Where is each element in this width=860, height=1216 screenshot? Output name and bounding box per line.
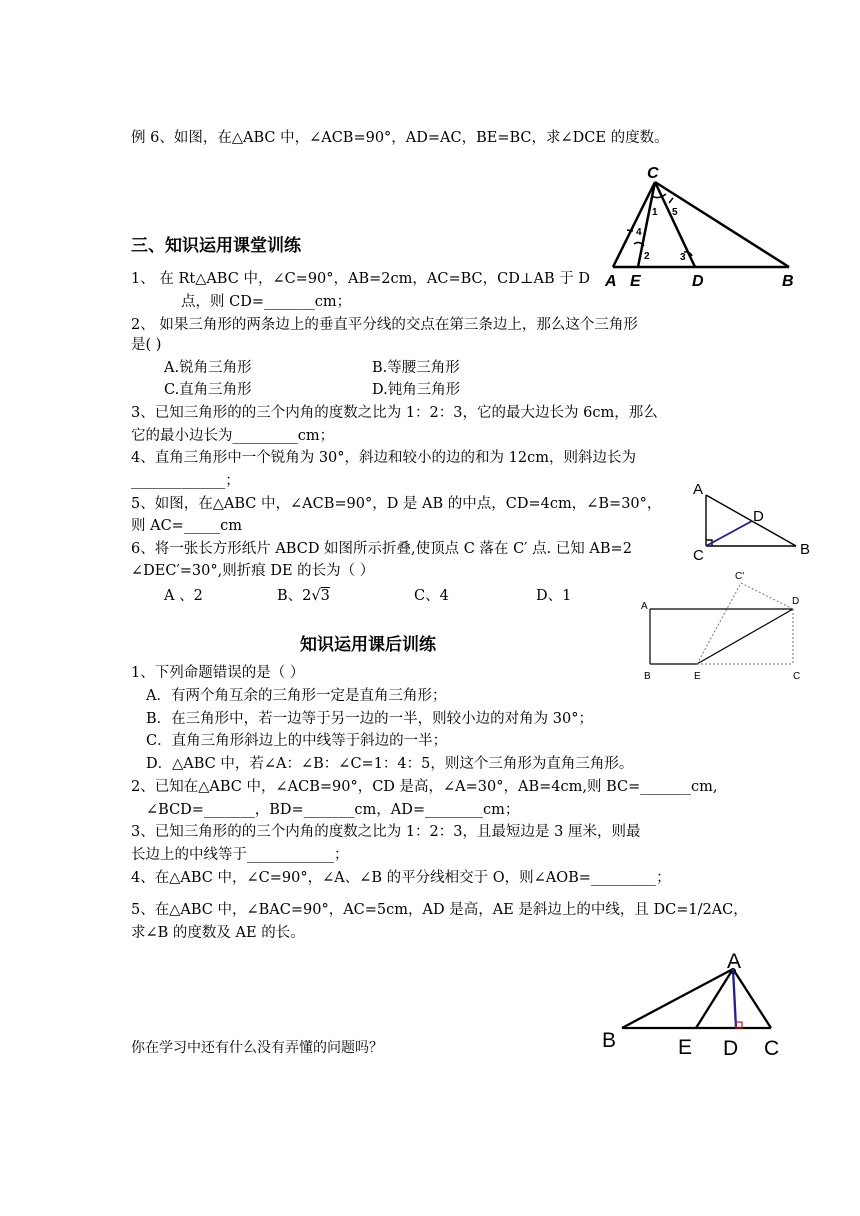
after-q1: 1、下列命题错误的是（ ）: [131, 665, 305, 681]
after-q3-line2: 长边上的中线等于____________；: [131, 847, 349, 863]
class-q1-line2: 点，则 CD=_______cm；: [181, 294, 352, 310]
after-q5-line2: 求∠B 的度数及 AE 的长。: [131, 925, 305, 941]
after-q2-line2: ∠BCD=_______，BD=_______cm，AD=________cm；: [146, 802, 520, 818]
section-3-title: 三、知识运用课堂训练: [131, 236, 301, 256]
after-q4: 4、在△ABC 中，∠C=90°，∠A、∠B 的平分线相交于 O，则∠AOB=_________；: [131, 870, 671, 886]
class-q2-line2: 是( ): [131, 337, 162, 353]
fig1-label-b: B: [782, 273, 794, 290]
closing-question: 你在学习中还有什么没有弄懂的问题吗？: [131, 1040, 383, 1056]
fig1-angle-1: 1: [652, 207, 658, 218]
fig2-label-d: D: [753, 508, 764, 525]
class-q2-option-a: A.锐角三角形: [164, 360, 252, 376]
fig4-label-a: A: [727, 950, 742, 973]
class-q4-line2: _____________；: [131, 473, 240, 489]
fig4-label-d: D: [723, 1037, 739, 1060]
class-q2-option-c: C.直角三角形: [164, 382, 252, 398]
fig2-label-b: B: [800, 541, 811, 558]
class-q4-line1: 4、直角三角形中一个锐角为 30°，斜边和较小的边的和为 12cm，则斜边长为: [131, 450, 636, 466]
fig1-angle-2: 2: [644, 251, 650, 262]
class-q2-option-b: B.等腰三角形: [372, 360, 460, 376]
fig1-label-a: A: [605, 273, 617, 290]
fig1-angle-5: 5: [672, 207, 678, 218]
class-q1-line1: 1、 在 Rt△ABC 中，∠C=90°，AB=2cm，AC=BC，CD⊥AB 于 D: [131, 271, 590, 287]
after-q5-line1: 5、在△ABC 中，∠BAC=90°，AC=5cm，AD 是高，AE 是斜边上的中线，且 DC=1/2AC，: [131, 902, 748, 918]
fig2-label-a: A: [693, 481, 704, 498]
after-q2-line1: 2、已知在△ABC 中，∠ACB=90°，CD 是高，∠A=30°，AB=4cm,则 BC=_______cm,: [131, 779, 718, 795]
class-q6-option-c: C、4: [414, 588, 449, 604]
class-q3-line2: 它的最小边长为_________cm；: [131, 428, 335, 444]
after-q1-option-b: B．在三角形中，若一边等于另一边的一半，则较小边的对角为 30°；: [146, 711, 593, 727]
example-6-figure: [600, 160, 805, 290]
example-6-text: 例 6、如图，在△ABC 中，∠ACB=90°，AD=AC，BE=BC，求∠DCE 的度数。: [131, 130, 669, 146]
fig1-angle-3: 3: [680, 252, 686, 263]
segment-ac: [733, 969, 771, 1028]
segment-cd: [706, 521, 752, 546]
fig4-label-e: E: [678, 1036, 693, 1059]
fig3-label-c-prime: C': [735, 571, 745, 582]
after-class-title: 知识运用课后训练: [300, 635, 436, 655]
class-q6-figure: [635, 566, 815, 686]
class-q2-option-d: D.钝角三角形: [372, 382, 461, 398]
fig1-label-e: E: [630, 273, 641, 290]
fig3-label-d: D: [792, 596, 800, 607]
class-q6-option-b-prefix: B、2: [277, 588, 312, 604]
class-q6-option-a: A 、2: [164, 588, 203, 604]
fig3-label-e: E: [694, 671, 701, 682]
class-q5-line2: 则 AC=_____cm: [131, 518, 242, 534]
class-q5-line1: 5、如图，在△ABC 中，∠ACB=90°，D 是 AB 的中点，CD=4cm，∠B=30°，: [131, 496, 662, 512]
class-q5-figure: [690, 478, 820, 563]
after-q1-option-c: C．直角三角形斜边上的中线等于斜边的一半；: [146, 733, 448, 749]
after-q3-line1: 3、已知三角形的的三个内角的度数之比为 1：2：3，且最短边是 3 厘米，则最: [131, 824, 641, 840]
after-q1-option-d: D．△ABC 中，若∠A：∠B：∠C=1：4：5，则这个三角形为直角三角形。: [146, 756, 634, 772]
fig3-label-c: C: [793, 671, 801, 682]
class-q6-line1: 6、将一张长方形纸片 ABCD 如图所示折叠,使顶点 C 落在 C′ 点. 已知 AB=2: [131, 541, 632, 557]
fig4-label-b: B: [602, 1029, 617, 1052]
after-q5-figure: [600, 948, 790, 1063]
fig4-label-c: C: [764, 1037, 780, 1060]
segment-ba: [622, 969, 733, 1028]
sqrt-symbol: √: [311, 588, 321, 604]
segment-ed: [697, 609, 793, 664]
fig1-label-d: D: [692, 273, 704, 290]
class-q6-option-d: D、1: [536, 588, 572, 604]
fig3-label-b: B: [644, 671, 651, 682]
class-q6-option-b-radicand: 3: [320, 588, 330, 604]
fig2-label-c: C: [693, 547, 704, 564]
after-q1-option-a: A．有两个角互余的三角形一定是直角三角形；: [146, 688, 447, 704]
fig1-angle-4: 4: [636, 227, 642, 238]
fig1-label-c: C: [647, 165, 659, 182]
class-q6-option-b: [277, 586, 330, 606]
class-q2-line1: 2、 如果三角形的两条边上的垂直平分线的交点在第三条边上，那么这个三角形: [131, 317, 638, 333]
segment-ad: [733, 969, 736, 1028]
class-q3-line1: 3、已知三角形的的三个内角的度数之比为 1：2：3，它的最大边长为 6cm，那么: [131, 405, 658, 421]
class-q6-line2: ∠DEC′=30°,则折痕 DE 的长为（ ）: [131, 563, 375, 579]
fig3-label-a: A: [641, 601, 648, 612]
